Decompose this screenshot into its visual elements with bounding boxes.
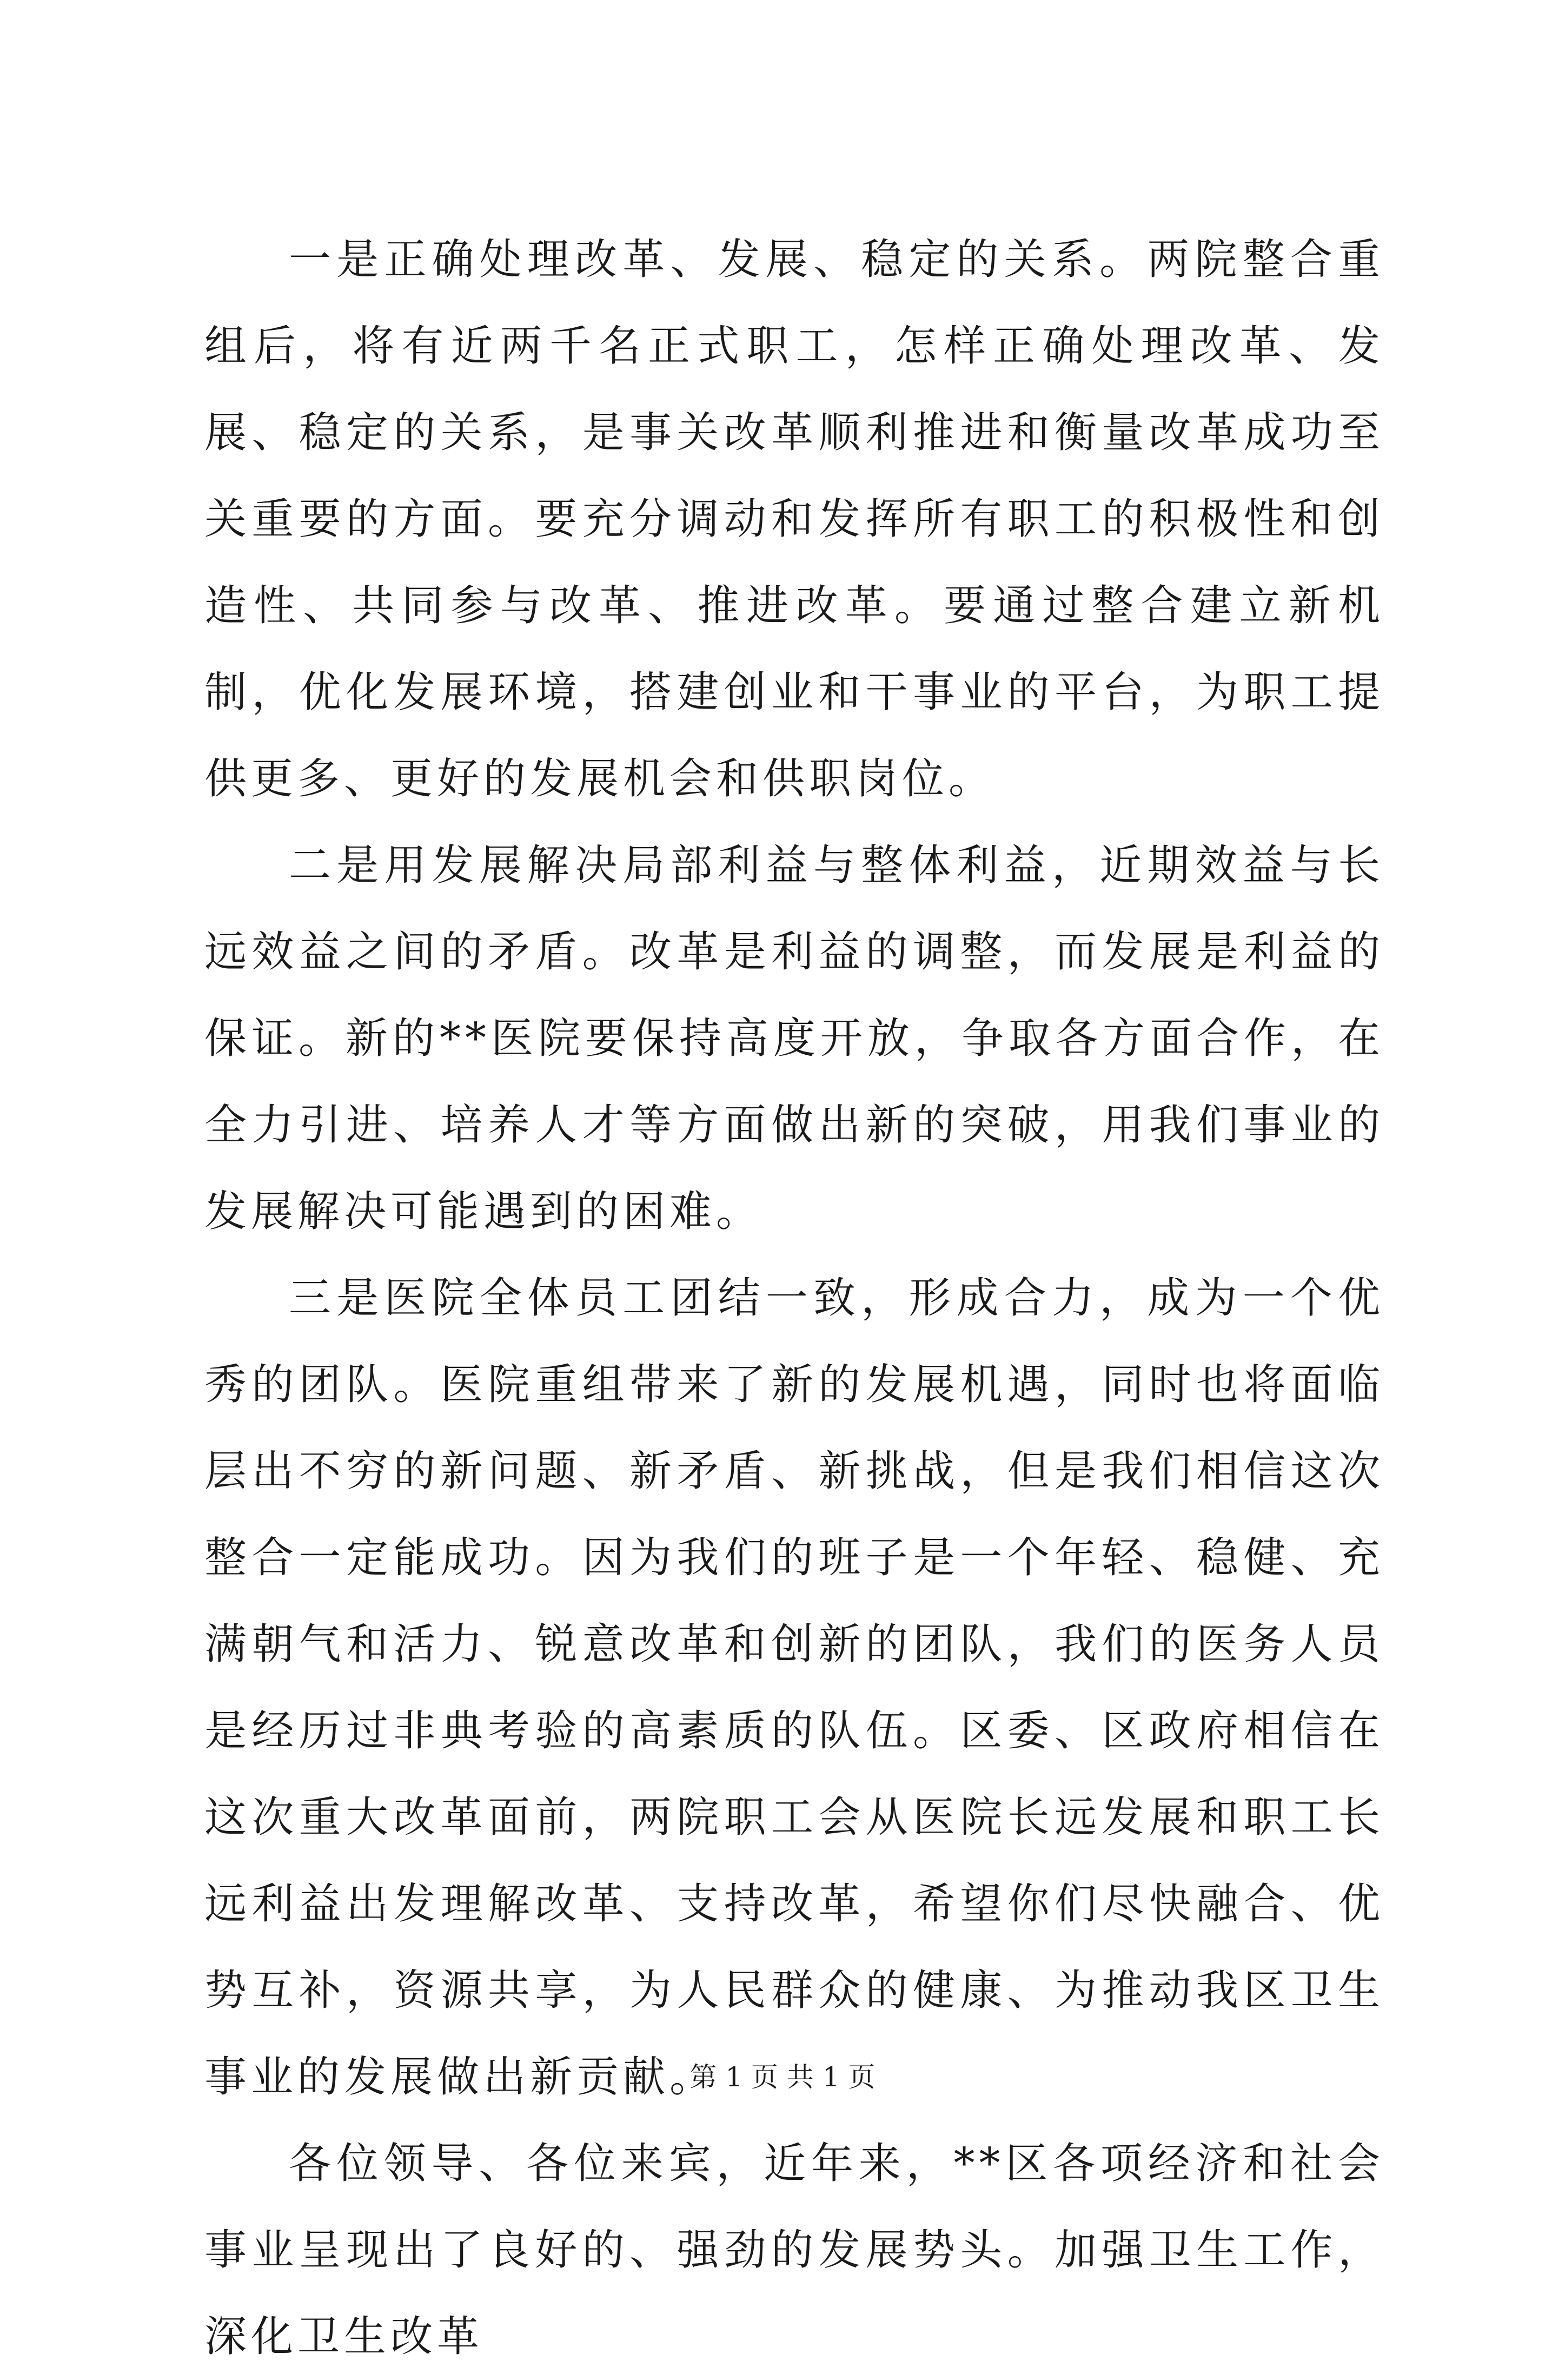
- paragraph-3: 三是医院全体员工团结一致，形成合力，成为一个优秀的团队。医院重组带来了新的发展机遇，同时也将面临层出不穷的新问题、新矛盾、新挑战，但是我们相信这次整合一定能成功。因为我们的班子是一个年轻、稳健、充满朝气和活力、锐意改革和创新的团队，我们的医务人员是经历过非典考验的高素质的队伍。区委、区政府相信在这次重大改革面前，两院职工会从医院长远发展和职工长远利益出发理解改革、支持改革，希望你们尽快融合、优势互补，资源共享，为人民群众的健康、为推动我区卫生事业的发展做出新贡献。: [204, 1274, 1384, 2101]
- paragraph-1: 一是正确处理改革、发展、稳定的关系。两院整合重组后，将有近两千名正式职工，怎样正确处理改革、发展、稳定的关系，是事关改革顺利推进和衡量改革成功至关重要的方面。要充分调动和发挥所有职工的积极性和创造性、共同参与改革、推进改革。要通过整合建立新机制，优化发展环境，搭建创业和干事业的平台，为职工提供更多、更好的发展机会和供职岗位。: [204, 235, 1384, 803]
- page-footer: 第 1 页 共 1 页: [689, 2061, 876, 2093]
- paragraph-4: 各位领导、各位来宾，近年来，**区各项经济和社会事业呈现出了良好的、强劲的发展势头。加强卫生工作，深化卫生改革: [204, 2139, 1384, 2361]
- paragraph-2: 二是用发展解决局部利益与整体利益，近期效益与长远效益之间的矛盾。改革是利益的调整，而发展是利益的保证。新的**医院要保持高度开放，争取各方面合作，在全力引进、培养人才等方面做出新的突破，用我们事业的发展解决可能遇到的困难。: [204, 841, 1384, 1236]
- document-body: [204, 216, 1384, 2380]
